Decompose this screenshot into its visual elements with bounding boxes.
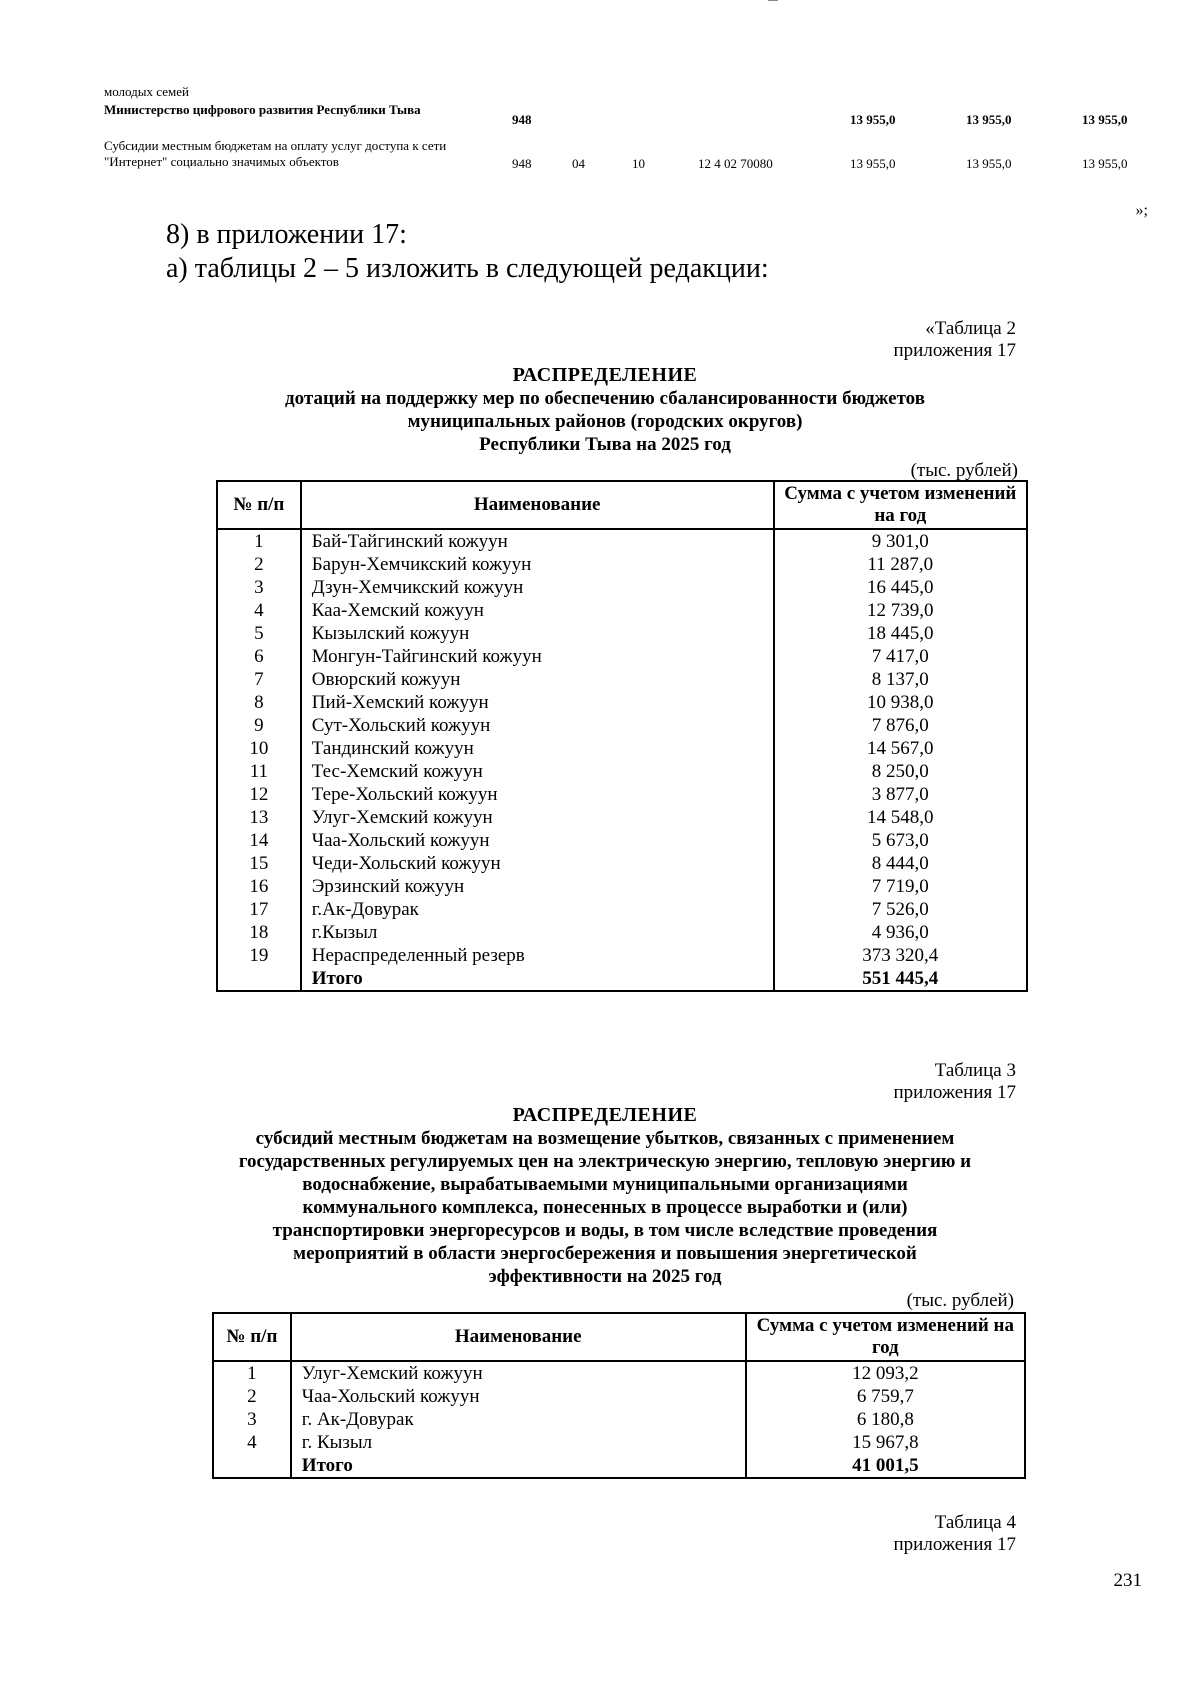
table2-title-line: дотаций на поддержку мер по обеспечению сбалансированности бюджетов [285,388,925,409]
row-name: Овюрский кожуун [301,668,774,691]
table-row [217,783,1027,806]
closing-quote: »; [1135,202,1148,219]
row-name: Чаа-Хольский кожуун [291,1385,746,1408]
table3-label-line2: приложения 17 [893,1082,1016,1103]
fragment-row-name: Министерство цифрового развития Республики Тыва [104,102,421,117]
row-num: 18 [217,921,301,944]
table3-units: (тыс. рублей) [906,1290,1014,1311]
fragment-row-name: молодых семей [104,84,189,99]
table4-label [894,1512,1016,1556]
row-name: г. Кызыл [291,1431,746,1454]
table-row [217,599,1027,622]
table2-header-name: Наименование [301,481,774,529]
row-num: 5 [217,622,301,645]
table-row [217,691,1027,714]
table2-body [217,529,1027,991]
row-num: 1 [213,1361,291,1385]
table3 [212,1312,1026,1479]
table2-title [170,364,1040,456]
table-row [217,921,1027,944]
table3-title-line: субсидий местным бюджетам на возмещение убытков, связанных с применением [255,1128,955,1149]
row-num: 17 [217,898,301,921]
table3-label-line1: Таблица 3 [934,1060,1016,1081]
row-name: Каа-Хемский кожуун [301,599,774,622]
table2-label-line1: «Таблица 2 [925,318,1016,339]
row-name: Бай-Тайгинский кожуун [301,529,774,553]
total-label: Итого [291,1454,746,1478]
row-num: 2 [217,553,301,576]
row-sum: 16 445,0 [774,576,1027,599]
table4-label-line2: приложения 17 [893,1534,1016,1555]
row-sum: 11 287,0 [774,553,1027,576]
table-row [217,553,1027,576]
fragment-row [104,84,1164,100]
table3-header-name: Наименование [291,1313,746,1361]
row-sum: 373 320,4 [774,944,1027,967]
table-row [217,944,1027,967]
row-name: г. Ак-Довурак [291,1408,746,1431]
fragment-row-subsection: 10 [632,156,645,171]
table2-label-line2: приложения 17 [893,340,1016,361]
row-sum: 6 759,7 [746,1385,1025,1408]
table2-title-main: РАСПРЕДЕЛЕНИЕ [512,364,698,386]
row-num: 3 [213,1408,291,1431]
row-name: Улуг-Хемский кожуун [301,806,774,829]
row-num: 13 [217,806,301,829]
row-sum: 12 739,0 [774,599,1027,622]
table-row [217,714,1027,737]
table3-title-line: водоснабжение, вырабатываемыми муниципальными организациями [302,1174,908,1195]
row-sum: 12 093,2 [746,1361,1025,1385]
row-num: 19 [217,944,301,967]
row-name: Тес-Хемский кожуун [301,760,774,783]
row-name: Дзун-Хемчикский кожуун [301,576,774,599]
table-row [213,1385,1025,1408]
table2-header-sum: Сумма с учетом изменений на год [774,481,1027,529]
row-num: 10 [217,737,301,760]
row-name: Чеди-Хольский кожуун [301,852,774,875]
total-row [213,1454,1025,1478]
table3-title-main: РАСПРЕДЕЛЕНИЕ [512,1104,698,1126]
total-row [217,967,1027,991]
row-sum: 8 444,0 [774,852,1027,875]
table3-title-line: эффективности на 2025 год [488,1266,722,1287]
row-name: Тандинский кожуун [301,737,774,760]
table-row [217,737,1027,760]
row-sum: 14 567,0 [774,737,1027,760]
table-row [217,829,1027,852]
total-label: Итого [301,967,774,991]
table-row [217,576,1027,599]
row-sum: 7 417,0 [774,645,1027,668]
row-name: г.Ак-Довурак [301,898,774,921]
table-row [213,1408,1025,1431]
row-sum: 7 876,0 [774,714,1027,737]
previous-table-fragment [104,84,1164,186]
table2-units: (тыс. рублей) [910,460,1018,481]
table2-title-line: Республики Тыва на 2025 год [479,434,731,455]
row-name: Монгун-Тайгинский кожуун [301,645,774,668]
fragment-row [104,102,1164,138]
row-num: 2 [213,1385,291,1408]
row-name: Сут-Хольский кожуун [301,714,774,737]
table3-title [170,1104,1040,1288]
row-name: Кызылский кожуун [301,622,774,645]
fragment-row [104,138,1164,186]
row-name: Улуг-Хемский кожуун [291,1361,746,1385]
row-sum: 18 445,0 [774,622,1027,645]
table2-label [894,318,1016,362]
table3-header-sum: Сумма с учетом изменений на год [746,1313,1025,1361]
row-num: 4 [213,1431,291,1454]
total-sum: 551 445,4 [774,967,1027,991]
row-num: 3 [217,576,301,599]
page-number: 231 [1113,1570,1142,1591]
table2 [216,480,1028,992]
row-num: 4 [217,599,301,622]
table2-title-line: муниципальных районов (городских округов) [407,411,803,432]
fragment-row-section: 04 [572,156,585,171]
row-sum: 14 548,0 [774,806,1027,829]
row-sum: 8 137,0 [774,668,1027,691]
fragment-row-code: 948 [512,112,532,127]
fragment-row-code: 948 [512,156,532,171]
table-row [217,898,1027,921]
table-row [217,529,1027,553]
table-row [213,1361,1025,1385]
table3-title-line: коммунального комплекса, понесенных в процессе выработки и (или) [302,1197,908,1218]
table-row [213,1431,1025,1454]
table3-title-line: государственных регулируемых цен на электрическую энергию, тепловую энергию и [238,1151,972,1172]
table-row [217,622,1027,645]
amendment-item-8: 8) в приложении 17: [166,219,407,250]
row-sum: 15 967,8 [746,1431,1025,1454]
row-num: 7 [217,668,301,691]
row-num: 8 [217,691,301,714]
total-num [217,967,301,991]
table-row [217,668,1027,691]
row-sum: 4 936,0 [774,921,1027,944]
fragment-row-name: Субсидии местным бюджетам на оплату услуг доступа к сети "Интернет" социально значимых объектов [104,138,447,169]
row-name: Эрзинский кожуун [301,875,774,898]
table2-header-num: № п/п [217,481,301,529]
fragment-row-value-3: 13 955,0 [1082,112,1128,127]
row-name: г.Кызыл [301,921,774,944]
fragment-row-value-2: 13 955,0 [966,112,1012,127]
table4-label-line1: Таблица 4 [934,1512,1016,1533]
row-num: 9 [217,714,301,737]
row-num: 15 [217,852,301,875]
row-name: Пий-Хемский кожуун [301,691,774,714]
row-name: Нераспределенный резерв [301,944,774,967]
row-name: Чаа-Хольский кожуун [301,829,774,852]
row-num: 16 [217,875,301,898]
fragment-row-value-3: 13 955,0 [1082,156,1128,171]
total-sum: 41 001,5 [746,1454,1025,1478]
fragment-row-value-1: 13 955,0 [850,156,896,171]
row-num: 12 [217,783,301,806]
row-sum: 9 301,0 [774,529,1027,553]
row-name: Барун-Хемчикский кожуун [301,553,774,576]
row-sum: 7 719,0 [774,875,1027,898]
total-num [213,1454,291,1478]
table3-header-num: № п/п [213,1313,291,1361]
row-sum: 5 673,0 [774,829,1027,852]
row-sum: 7 526,0 [774,898,1027,921]
table3-title-line: мероприятий в области энергосбережения и повышения энергетической [293,1243,917,1264]
table-row [217,806,1027,829]
table-row [217,760,1027,783]
fragment-row-value-1: 13 955,0 [850,112,896,127]
table-row [217,645,1027,668]
table3-title-line: транспортировки энергоресурсов и воды, в том числе вследствие проведения [272,1220,938,1241]
table-row [217,875,1027,898]
row-name: Тере-Хольский кожуун [301,783,774,806]
amendment-item-a: а) таблицы 2 – 5 изложить в следующей редакции: [166,253,769,284]
row-num: 1 [217,529,301,553]
row-num: 14 [217,829,301,852]
table3-label [894,1060,1016,1104]
scan-artifact-mark [768,0,778,1]
fragment-row-value-2: 13 955,0 [966,156,1012,171]
row-num: 6 [217,645,301,668]
row-sum: 3 877,0 [774,783,1027,806]
row-sum: 6 180,8 [746,1408,1025,1431]
row-sum: 10 938,0 [774,691,1027,714]
row-sum: 8 250,0 [774,760,1027,783]
table3-body [213,1361,1025,1478]
table-row [217,852,1027,875]
fragment-row-target: 12 4 02 70080 [698,156,773,171]
row-num: 11 [217,760,301,783]
